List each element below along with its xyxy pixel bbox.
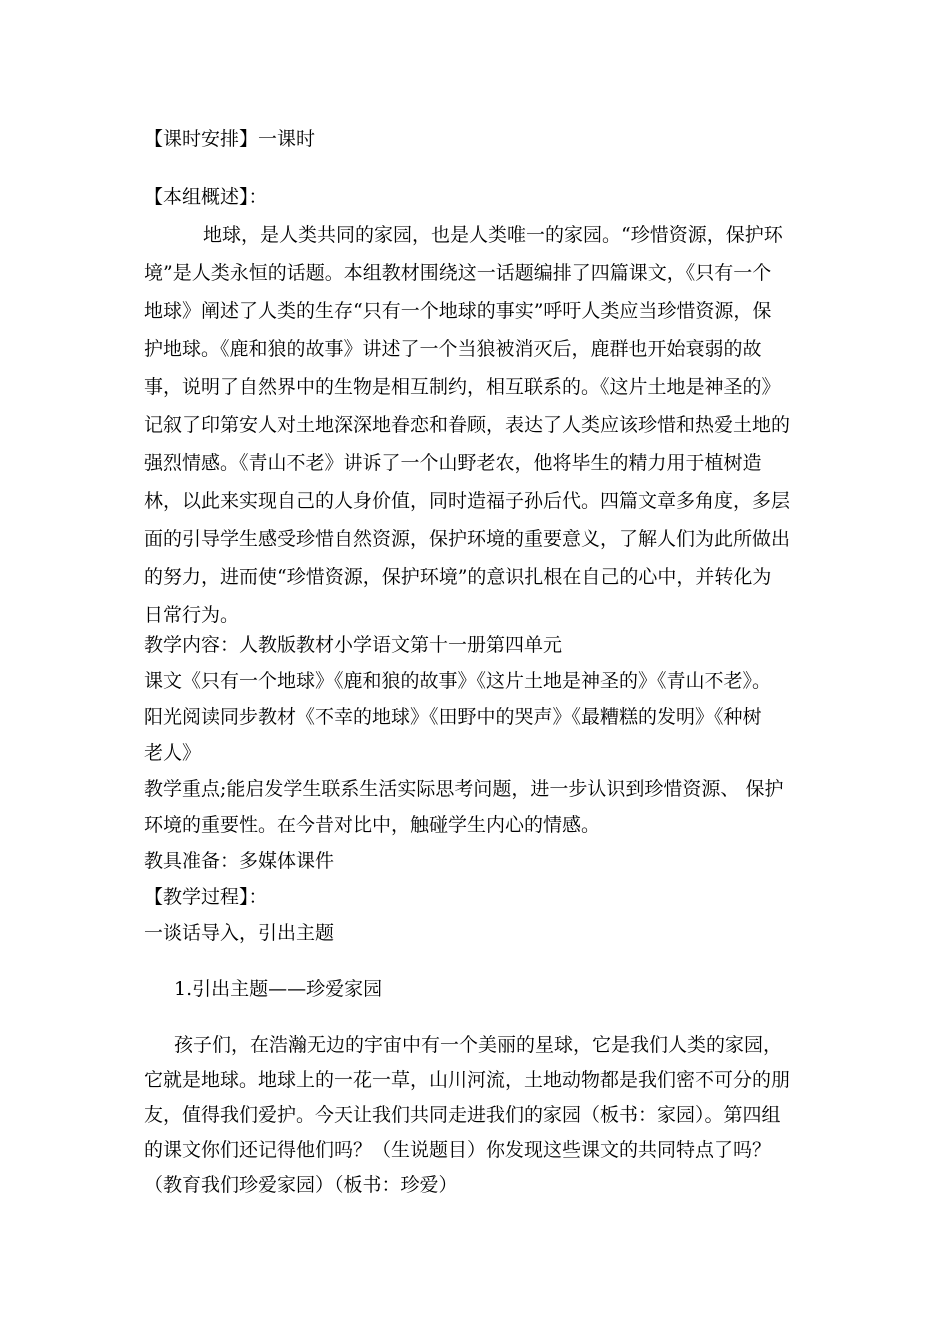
intro-line: （教育我们珍爱家园）（板书：珍爱） [144,1174,458,1196]
overview-line: 记叙了印第安人对土地深深地眷恋和眷顾，表达了人类应该珍惜和热爱土地的 [144,414,791,436]
schedule-line: 【课时安排】一课时 [144,128,316,150]
intro-line: 的课文你们还记得他们吗？（生说题目）你发现这些课文的共同特点了吗？ [144,1139,772,1161]
overview-line: 的努力，进而使“珍惜资源，保护环境”的意识扎根在自己的心中，并转化为 [144,566,772,588]
intro-line: 孩子们，在浩瀚无边的宇宙中有一个美丽的星球，它是我们人类的家园， [174,1034,783,1056]
overview-line: 护地球。《鹿和狼的故事》讲述了一个当狼被消灭后，鹿群也开始衰弱的故 [144,338,762,360]
overview-line: 林，以此来实现自己的人身价值，同时造福子孙后代。四篇文章多角度，多层 [144,490,791,512]
intro-line: 它就是地球。地球上的一花一草，山川河流，土地动物都是我们密不可分的朋 [144,1069,791,1091]
overview-heading: 【本组概述】： [144,186,268,208]
content-line: 环境的重要性。在今昔对比中，触碰学生内心的情感。 [144,814,601,836]
content-line: 阳光阅读同步教材《不幸的地球》《田野中的哭声》《最糟糕的发明》《种树 [144,706,762,728]
content-line: 课文《只有一个地球》《鹿和狼的故事》《这片土地是神圣的》《青山不老》。 [144,670,772,692]
overview-line: 地球》阐述了人类的生存“只有一个地球的事实”呼吁人类应当珍惜资源，保 [144,300,772,322]
intro-line: 友，值得我们爱护。今天让我们共同走进我们的家园（板书：家园）。第四组 [144,1104,781,1126]
overview-line: 事，说明了自然界中的生物是相互制约，相互联系的。《这片土地是神圣的》 [144,376,781,398]
process-heading: 【教学过程】： [144,886,268,908]
overview-line: 日常行为。 [144,604,240,626]
overview-line: 面的引导学生感受珍惜自然资源，保护环境的重要意义，了解人们为此所做出 [144,528,791,550]
overview-line: 境”是人类永恒的话题。本组教材围绕这一话题编排了四篇课文，《只有一个 [144,262,772,284]
content-line: 教学内容：人教版教材小学语文第十一册第四单元 [144,634,563,656]
content-line: 老人》 [144,742,202,764]
content-line: 教学重点;能启发学生联系生活实际思考问题，进一步认识到珍惜资源、 保护 [144,778,784,800]
section-heading: 一谈话导入，引出主题 [144,922,335,944]
content-line: 教具准备：多媒体课件 [144,850,335,872]
overview-line: 地球，是人类共同的家园，也是人类唯一的家园。“珍惜资源，保护环 [203,224,783,246]
overview-line: 强烈情感。《青山不老》讲诉了一个山野老农，他将毕生的精力用于植树造 [144,452,762,474]
subsection-heading: 1.引出主题——珍爱家园 [174,978,383,1000]
